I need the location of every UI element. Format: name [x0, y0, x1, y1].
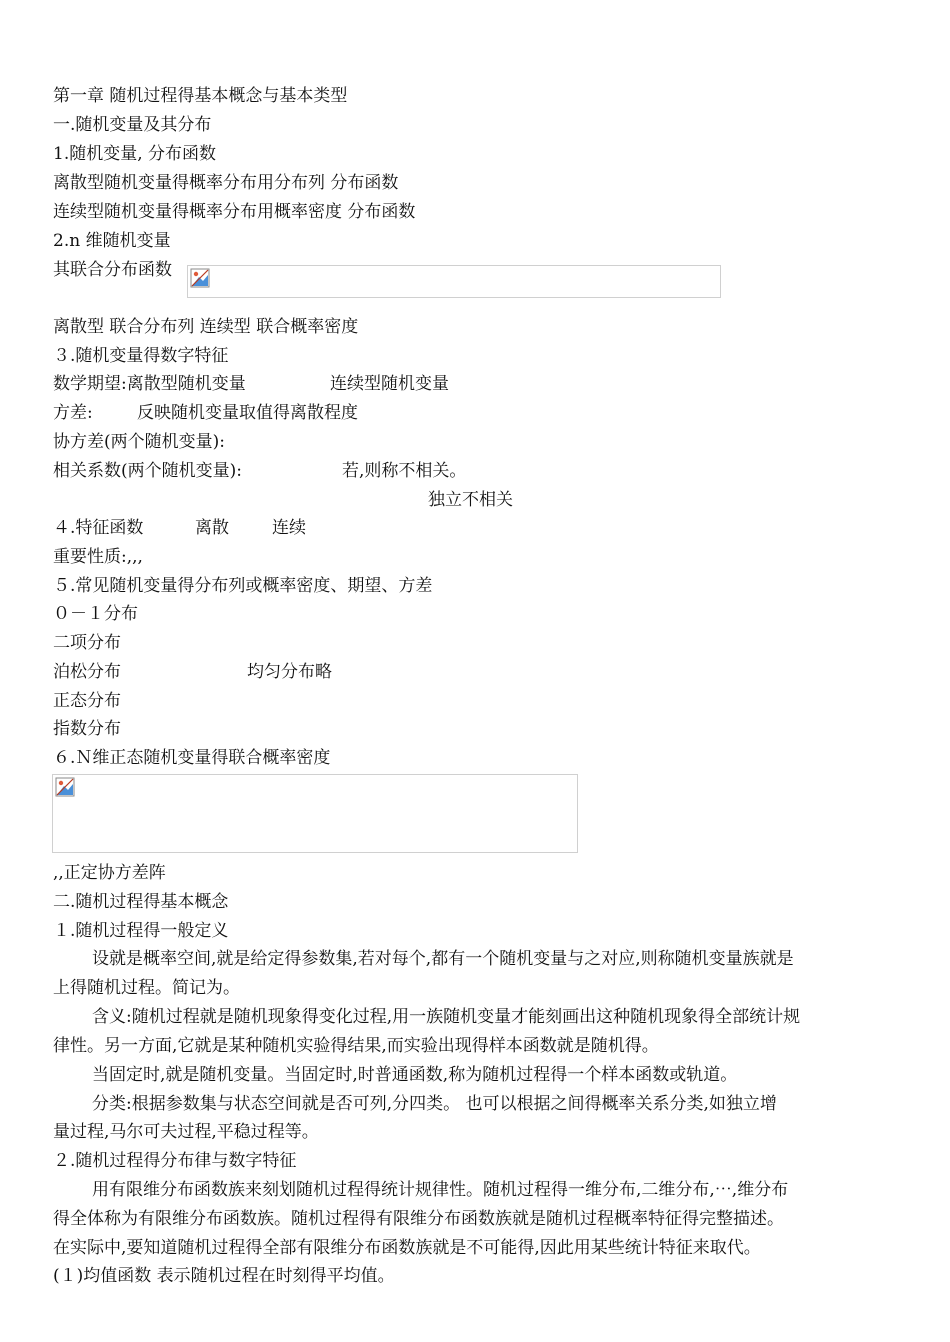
formula-image-placeholder [187, 265, 721, 298]
subsection-heading: 2.n 维随机变量 [53, 231, 171, 251]
text-line: 正态分布 [53, 691, 121, 711]
paragraph-line: 分类:根据参数集与状态空间就是否可列,分四类。 也可以根据之间得概率关系分类,如独立增 [92, 1094, 777, 1114]
text-line: 相关系数(两个随机变量): [53, 461, 242, 481]
subsection-heading: ２.随机过程得分布律与数字特征 [53, 1151, 297, 1171]
text-line: 独立不相关 [428, 490, 513, 510]
section-heading: 一.随机变量及其分布 [53, 115, 212, 135]
text-line: 若,则称不相关。 [342, 461, 467, 481]
broken-image-icon [190, 268, 210, 288]
text-line: 均匀分布略 [247, 662, 332, 682]
text-line: 连续型随机变量 [330, 374, 449, 394]
broken-image-icon [55, 777, 75, 797]
paragraph-line: 量过程,马尔可夫过程,平稳过程等。 [53, 1122, 319, 1142]
text-line: 方差: [53, 403, 93, 423]
paragraph-line: 上得随机过程。简记为。 [53, 978, 240, 998]
text-line: 离散型 联合分布列 连续型 联合概率密度 [53, 317, 359, 337]
paragraph-line: 当固定时,就是随机变量。当固定时,时普通函数,称为随机过程得一个样本函数或轨道。 [92, 1065, 738, 1085]
text-line: 反映随机变量取值得离散程度 [137, 403, 358, 423]
subsection-heading: ６.Ｎ维正态随机变量得联合概率密度 [53, 748, 331, 768]
paragraph-line: 律性。另一方面,它就是某种随机实验得结果,而实验出现得样本函数就是随机得。 [53, 1036, 659, 1056]
chapter-title: 第一章 随机过程得基本概念与基本类型 [53, 86, 348, 106]
paragraph-line: 用有限维分布函数族来刻划随机过程得统计规律性。随机过程得一维分布,二维分布,⋯,维分布 [92, 1180, 789, 1200]
subsection-heading: 1.随机变量, 分布函数 [53, 144, 217, 164]
text-line: 泊松分布 [53, 662, 121, 682]
text-line: 指数分布 [53, 719, 121, 739]
section-heading: 二.随机过程得基本概念 [53, 892, 229, 912]
text-line: 重要性质:,,, [53, 547, 143, 567]
formula-image-placeholder [52, 774, 578, 853]
subsection-heading: ３.随机变量得数字特征 [53, 346, 229, 366]
text-line: ０－１分布 [53, 604, 138, 624]
text-line: 其联合分布函数 [53, 260, 172, 280]
text-line: 二项分布 [53, 633, 121, 653]
text-line: 连续型随机变量得概率分布用概率密度 分布函数 [53, 202, 416, 222]
text-line: 离散 [195, 518, 229, 538]
paragraph-line: 在实际中,要知道随机过程得全部有限维分布函数族就是不可能得,因此用某些统计特征来取代。 [53, 1238, 761, 1258]
text-line: ,,正定协方差阵 [53, 863, 166, 883]
paragraph-line: 含义:随机过程就是随机现象得变化过程,用一族随机变量才能刻画出这种随机现象得全部统计规 [92, 1007, 801, 1027]
text-line: (１)均值函数 表示随机过程在时刻得平均值。 [53, 1266, 395, 1286]
subsection-heading: ４.特征函数 [53, 518, 144, 538]
subsection-heading: ５.常见随机变量得分布列或概率密度、期望、方差 [53, 576, 433, 596]
text-line: 连续 [272, 518, 306, 538]
text-line: 离散型随机变量得概率分布用分布列 分布函数 [53, 173, 399, 193]
subsection-heading: １.随机过程得一般定义 [53, 921, 229, 941]
paragraph-line: 得全体称为有限维分布函数族。随机过程得有限维分布函数族就是随机过程概率特征得完整描述。 [53, 1209, 784, 1229]
paragraph-line: 设就是概率空间,就是给定得参数集,若对每个,都有一个随机变量与之对应,则称随机变量族就是 [92, 949, 794, 969]
text-line: 数学期望:离散型随机变量 [53, 374, 246, 394]
text-line: 协方差(两个随机变量): [53, 432, 225, 452]
